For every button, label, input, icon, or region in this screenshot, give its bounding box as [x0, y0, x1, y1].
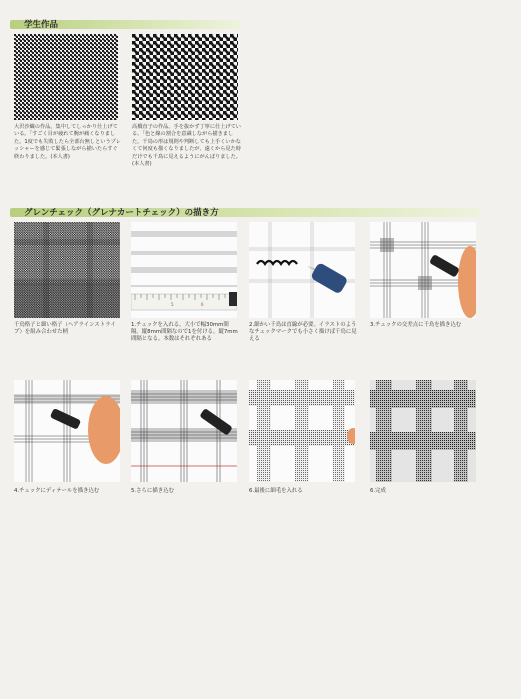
step-6-image — [249, 380, 355, 482]
houndstooth-artwork-1 — [14, 34, 118, 120]
step-1-ruler-image — [131, 222, 237, 318]
student-work-caption-1: 大沢沙織の作品。集中してしっかり仕上げている。「すごく目が疲れて腕が痛くなりました。1度でも失敗したら全部台無しというプレッシャーを感じて緊張しながら描いたらすぐ終わりました。(本人書) — [14, 124, 121, 160]
svg-text:5: 5 — [171, 302, 174, 307]
step-7-finished-image — [370, 380, 476, 482]
step-caption-1: 1.チェックを入れる。大小で幅30mm間隔。縦8mm間隔なので1を付ける。縦7mm間隔となる。本数はそれぞれある — [131, 322, 238, 343]
student-works-header — [10, 18, 58, 30]
step-caption-6: 6.最後に細毛を入れる — [249, 488, 303, 494]
section-title: グレンチェック（グレナカートチェック）の描き方 — [24, 208, 219, 218]
glen-check-sample — [14, 222, 120, 318]
step-caption-0: 千鳥格子と細い格子（ヘアラインストライプ）を組み合わせた柄 — [14, 322, 116, 336]
step-caption-7: 6.完成 — [370, 488, 386, 494]
step-caption-5: 5.さらに描き込む — [131, 488, 174, 494]
step-caption-2: 2.細かい千鳥は直線が必要。イラストのようなチェックマークでも小さく描けば千鳥に見える — [249, 322, 357, 343]
svg-text:6: 6 — [201, 302, 204, 307]
step-2-pen-image — [249, 222, 355, 318]
student-work-caption-2: 高橋直子の作品。手を抜かず丁寧に仕上げている。「色と線の割合を意識しながら描きました。千鳥の形は規則や判断しても上手くいかなくて何度も描くなりましたが、遠くから見た時だけでも千鳥に見えるようにがんばりました。(本人書) — [132, 124, 241, 168]
step-3-image — [370, 222, 476, 318]
step-caption-4: 4.チェックにディテールを描き込む — [14, 488, 100, 494]
step-caption-3: 3.チェックの交差点に千鳥を描き込む — [370, 322, 462, 328]
houndstooth-artwork-2 — [132, 34, 238, 120]
step-5-image — [131, 380, 237, 482]
section-title: 学生作品 — [24, 20, 59, 30]
glen-check-header — [10, 206, 219, 218]
step-4-image — [14, 380, 120, 482]
